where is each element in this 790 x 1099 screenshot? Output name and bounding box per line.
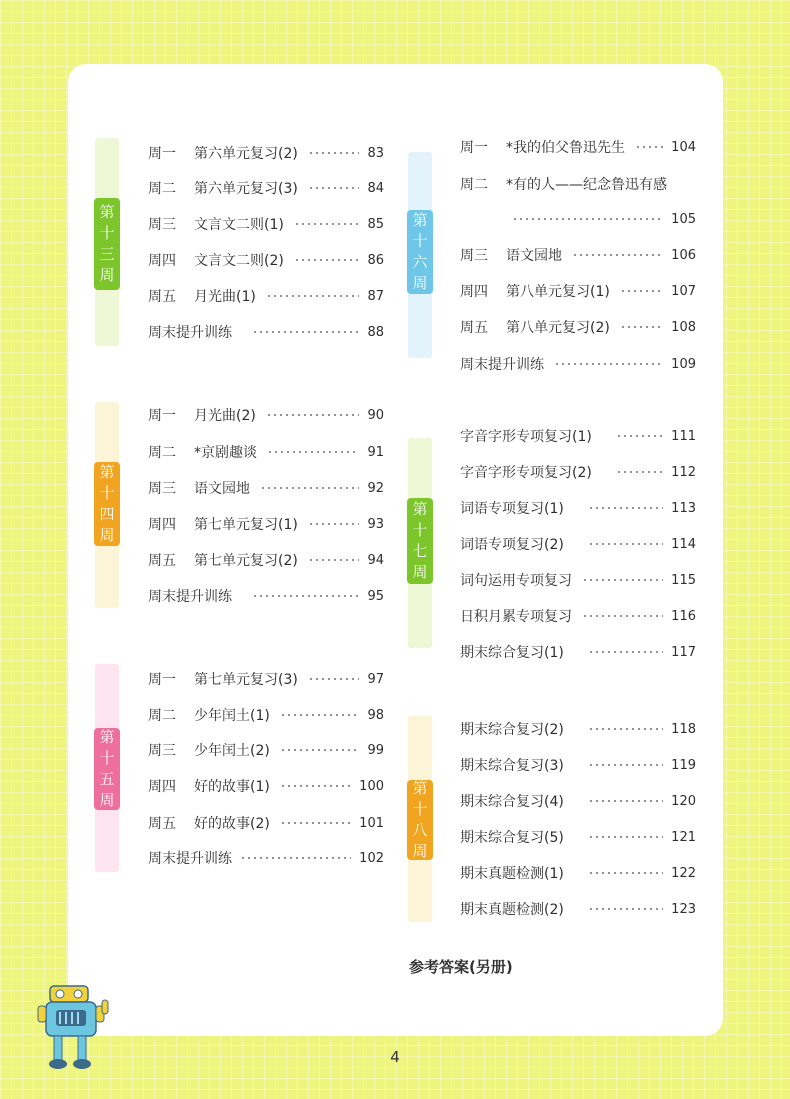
leader-dots [260,487,359,489]
leader-dots [252,595,359,597]
leader-dots [620,326,663,328]
leader-dots [294,259,360,261]
toc-entry[interactable]: 期末综合复习(5) 121 [460,829,696,846]
toc-entry[interactable]: 期末真题检测(1) 122 [460,865,696,882]
leader-dots [588,764,663,766]
leader-dots [280,822,351,824]
week-16-tag: 第 十 六 周 [407,210,433,294]
toc-entry[interactable]: 周四 好的故事(1) 100 [148,778,384,795]
leader-dots [280,714,360,716]
toc-entry[interactable]: 期末真题检测(2) 123 [460,901,696,918]
toc-entry[interactable]: 周一 第六单元复习(2) 83 [148,145,384,162]
leader-dots [582,579,663,581]
toc-entry[interactable]: 周末提升训练 102 [148,850,384,867]
leader-dots [588,836,663,838]
toc-entry[interactable]: 日积月累专项复习 116 [460,608,696,625]
toc-entry[interactable]: 周末提升训练 109 [460,356,696,373]
toc-entry[interactable]: 周五 月光曲(1) 87 [148,288,384,305]
toc-entry[interactable]: 周三 少年闰土(2) 99 [148,742,384,759]
toc-entry[interactable]: 词语专项复习(2) 114 [460,536,696,553]
toc-entry[interactable]: 期末综合复习(4) 120 [460,793,696,810]
leader-dots [280,785,351,787]
leader-dots [588,507,663,509]
toc-entry[interactable]: 周三 语文园地 106 [460,247,696,264]
week-14-tag: 第 十 四 周 [94,462,120,546]
leader-dots [572,254,663,256]
leader-dots [308,187,360,189]
leader-dots [240,857,351,859]
toc-entry[interactable]: 周一 第七单元复习(3) 97 [148,671,384,688]
leader-dots [616,471,663,473]
week-17-tag: 第 十 七 周 [407,498,433,584]
leader-dots [266,295,360,297]
leader-dots [582,615,663,617]
leader-dots [554,363,663,365]
leader-dots [308,523,360,525]
week-13-tag: 第 十 三 周 [94,198,120,290]
toc-entry[interactable]: 期末综合复习(2) 118 [460,721,696,738]
week-15-tag: 第 十 五 周 [94,728,120,810]
toc-entry[interactable]: 词语专项复习(1) 113 [460,500,696,517]
leader-dots [588,728,663,730]
leader-dots [588,908,663,910]
toc-entry[interactable]: 期末综合复习(1) 117 [460,644,696,661]
contents-card [68,64,723,1036]
toc-entry-continuation[interactable]: 105 [460,208,696,230]
toc-entry[interactable]: 周一 *我的伯父鲁迅先生 104 [460,139,696,156]
leader-dots [252,331,359,333]
leader-dots [616,435,663,437]
toc-entry[interactable]: 周四 文言文二则(2) 86 [148,252,384,269]
leader-dots [308,152,360,154]
leader-dots [620,290,663,292]
week-18-tag: 第 十 八 周 [407,780,433,860]
toc-entry[interactable]: 周末提升训练 88 [148,324,384,341]
leader-dots [588,800,663,802]
toc-entry[interactable]: 周五 第七单元复习(2) 94 [148,552,384,569]
toc-entry[interactable]: 词句运用专项复习 115 [460,572,696,589]
leader-dots [308,678,360,680]
leader-dots [588,872,663,874]
leader-dots [588,651,663,653]
toc-entry[interactable]: 周五 好的故事(2) 101 [148,815,384,832]
toc-entry[interactable]: 周二 第六单元复习(3) 84 [148,180,384,197]
toc-entry[interactable]: 字音字形专项复习(1) 111 [460,428,696,445]
toc-entry[interactable]: 周五 第八单元复习(2) 108 [460,319,696,336]
leader-dots [280,749,360,751]
toc-entry[interactable]: 周四 第七单元复习(1) 93 [148,516,384,533]
leader-dots [512,218,663,220]
leader-dots [267,451,359,453]
toc-entry[interactable]: 周四 第八单元复习(1) 107 [460,283,696,300]
toc-entry[interactable]: 周二 少年闰土(1) 98 [148,707,384,724]
toc-entry[interactable]: 字音字形专项复习(2) 112 [460,464,696,481]
toc-entry[interactable]: 周一 月光曲(2) 90 [148,407,384,424]
page-number: 4 [390,1048,400,1066]
leader-dots [588,543,663,545]
toc-entry[interactable]: 周二 *有的人——纪念鲁迅有感 [460,177,667,193]
toc-entry[interactable]: 周末提升训练 95 [148,588,384,605]
leader-dots [635,146,663,148]
leader-dots [294,223,360,225]
toc-entry[interactable]: 周三 文言文二则(1) 85 [148,216,384,233]
toc-entry[interactable]: 期末综合复习(3) 119 [460,757,696,774]
answer-key-note: 参考答案(另册) [409,958,513,976]
toc-entry[interactable]: 周三 语文园地 92 [148,480,384,497]
toc-entry[interactable]: 周二 *京剧趣谈 91 [148,444,384,461]
leader-dots [266,414,360,416]
leader-dots [308,559,360,561]
